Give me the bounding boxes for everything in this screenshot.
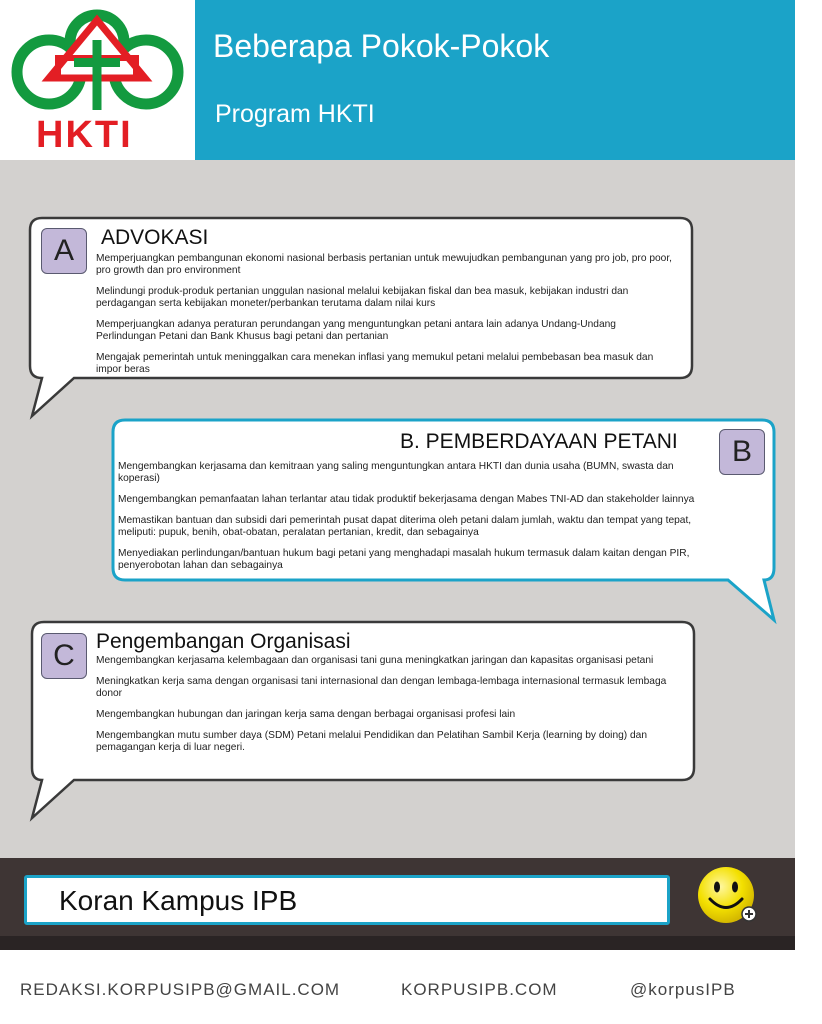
header-banner [195,0,795,160]
right-margin [795,0,822,1024]
brand-box [24,875,670,925]
list-item: Mengembangkan pemanfaatan lahan terlantar atau tidak produktif bekerjasama dengan Mabes TNI-AD dan stakeholder lainnya [118,494,695,505]
section-c-title: Pengembangan Organisasi [96,630,351,653]
list-item: Memperjuangkan pembangunan ekonomi nasional berbasis pertanian untuk mewujudkan pembangunan yang pro job, pro poor, pro growth dan pro environment [96,253,672,276]
list-item: Meningkatkan kerja sama dengan organisasi tani internasional dan dengan lembaga-lembaga internasional termasuk lembaga donor [96,676,667,699]
section-b-letter: B [719,429,765,475]
section-a-title: ADVOKASI [101,226,209,249]
section-a-letter: A [41,228,87,274]
section-b-list [118,461,708,581]
brand-name: Koran Kampus IPB [59,885,298,916]
section-a-list [96,253,676,385]
footer-strip [0,936,795,950]
list-item: Memperjuangkan adanya peraturan perundangan yang menguntungkan petani antara lain adanya Undang-Undang Perlindungan Petani dan Bank Khusus bagi petani dan pertanian [96,319,616,342]
list-item: Mengembangkan mutu sumber daya (SDM) Petani melalui Pendidikan dan Pelatihan Sambil Kerja (learning by doing) dan pemagangan kerja di luar negeri. [96,730,648,753]
contact-social[interactable]: @korpusIPB [630,980,736,999]
section-c-list [96,655,691,763]
smiley-icon [697,866,759,933]
list-item: Memastikan bantuan dan subsidi dari pemerintah pusat dapat diterima oleh petani dalam jumlah, waktu dan tempat yang tepat, meliputi: pupuk, benih, obat-obatan, peralatan pertanian, kredit, dan sebagainya [118,515,692,538]
logo-text: HKTI [36,114,133,156]
hkti-logo [0,0,195,160]
list-item: Mengembangkan kerjasama dan kemitraan yang saling menguntungkan antara HKTI dan dunia usaha (BUMN, swasta dan koperasi) [118,461,674,484]
list-item: Menyediakan perlindungan/bantuan hukum bagi petani yang menghadapi masalah hukum termasuk dalam kaitan dengan PIR, penyerobotan lahan dan sebagainya [118,548,690,571]
page-subtitle: Program HKTI [215,100,375,128]
section-b-title: B. PEMBERDAYAAN PETANI [400,430,678,453]
section-c-letter: C [41,633,87,679]
contact-website[interactable]: KORPUSIPB.COM [401,980,558,999]
list-item: Mengajak pemerintah untuk meninggalkan cara menekan inflasi yang memukul petani melalui pembebasan bea masuk dan impor beras [96,352,654,375]
list-item: Mengembangkan kerjasama kelembagaan dan organisasi tani guna meningkatkan jaringan dan kapasitas organisasi petani [96,655,654,666]
list-item: Melindungi produk-produk pertanian unggulan nasional melalui kebijakan fiskal dan bea masuk, kebijakan industri dan perdagangan serta kebijakan moneter/perbankan terutama dalam nilai kurs [96,286,629,309]
list-item: Mengembangkan hubungan dan jaringan kerja sama dengan berbagai organisasi profesi lain [96,709,516,720]
contact-email[interactable]: REDAKSI.KORPUSIPB@GMAIL.COM [20,980,341,999]
page-title: Beberapa Pokok-Pokok [213,28,550,64]
